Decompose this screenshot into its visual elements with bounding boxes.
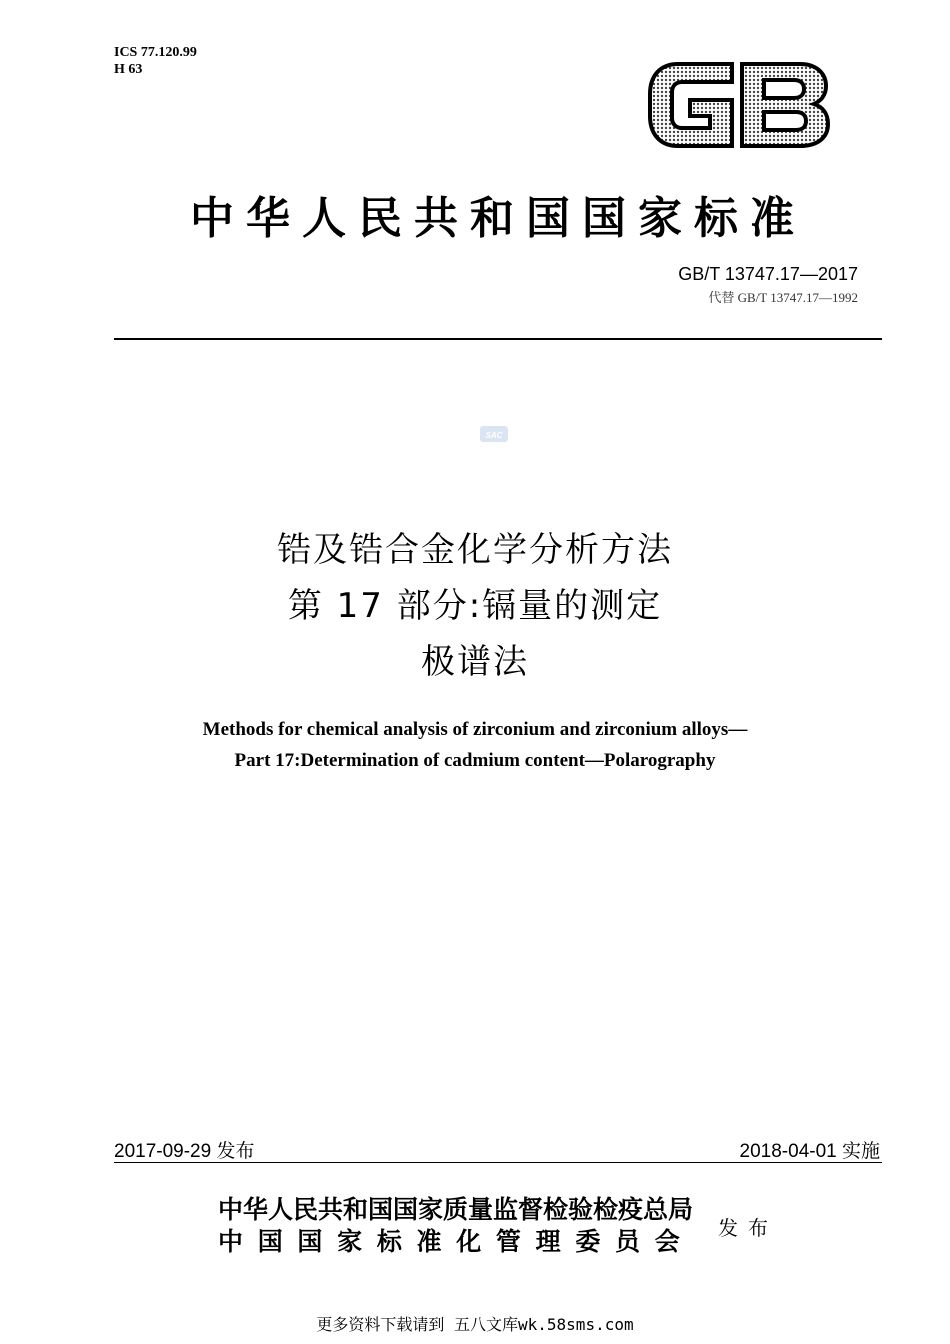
issue-date: 2017-09-29 发布 [114, 1141, 255, 1162]
gb-logo [644, 58, 832, 152]
ics-code: ICS 77.120.99 [114, 45, 197, 60]
footer-divider [114, 1162, 882, 1163]
sac-watermark-text: SAC [485, 431, 503, 440]
title-en-line2: Part 17:Determination of cadmium content—Polarography [234, 750, 716, 771]
classification-codes [114, 44, 197, 78]
implementation-date: 2018-04-01 实施 [739, 1141, 880, 1162]
sac-watermark [480, 424, 508, 444]
replaces-note: 代替 GB/T 13747.17—1992 [708, 290, 858, 305]
publisher-line2: 中 国 国 家 标 准 化 管 理 委 员 会 [218, 1227, 683, 1256]
ccs-code: H 63 [114, 62, 143, 77]
header-divider [114, 338, 882, 340]
title-cn-line3: 极谱法 [421, 642, 529, 682]
publish-label: 发布 [718, 1216, 778, 1240]
national-standard-title: 中华人民共和国国家标准 [190, 193, 806, 244]
publisher-line1: 中华人民共和国国家质量监督检验检疫总局 [218, 1195, 694, 1224]
title-cn-line1: 锆及锆合金化学分析方法 [277, 530, 673, 570]
download-footer: 更多资料下载请到 五八文库wk.58sms.com [316, 1315, 634, 1334]
title-cn-line2: 第 17 部分:镉量的测定 [287, 586, 663, 626]
standard-number: GB/T 13747.17—2017 [678, 264, 858, 284]
title-en-line1: Methods for chemical analysis of zirconium and zirconium alloys— [202, 719, 748, 740]
